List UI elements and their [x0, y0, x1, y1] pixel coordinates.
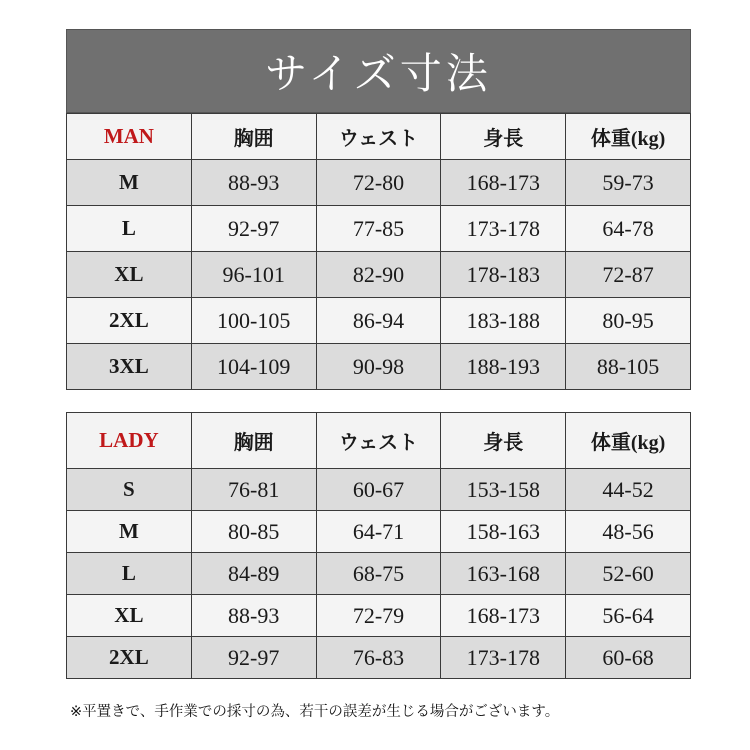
header-weight: 体重(kg): [566, 413, 691, 469]
waist-cell: 90-98: [316, 344, 441, 390]
table-row: [67, 511, 691, 553]
header-waist: ウェスト: [316, 413, 441, 469]
height-cell: 178-183: [441, 252, 566, 298]
table-header-row: [67, 114, 691, 160]
height-cell: 173-178: [441, 637, 566, 679]
size-cell: 2XL: [67, 298, 192, 344]
size-cell: 3XL: [67, 344, 192, 390]
table-header-row: [67, 413, 691, 469]
chest-cell: 76-81: [191, 469, 316, 511]
waist-cell: 72-80: [316, 160, 441, 206]
waist-cell: 60-67: [316, 469, 441, 511]
weight-cell: 56-64: [566, 595, 691, 637]
chest-cell: 88-93: [191, 160, 316, 206]
man-label: MAN: [67, 114, 192, 160]
size-cell: S: [67, 469, 192, 511]
waist-cell: 82-90: [316, 252, 441, 298]
table-row: [67, 298, 691, 344]
weight-cell: 72-87: [566, 252, 691, 298]
size-cell: 2XL: [67, 637, 192, 679]
header-chest: 胸囲: [191, 413, 316, 469]
weight-cell: 64-78: [566, 206, 691, 252]
waist-cell: 68-75: [316, 553, 441, 595]
chest-cell: 88-93: [191, 595, 316, 637]
table-row: [67, 206, 691, 252]
chest-cell: 92-97: [191, 637, 316, 679]
weight-cell: 44-52: [566, 469, 691, 511]
height-cell: 163-168: [441, 553, 566, 595]
weight-cell: 52-60: [566, 553, 691, 595]
header-height: 身長: [441, 413, 566, 469]
waist-cell: 76-83: [316, 637, 441, 679]
height-cell: 183-188: [441, 298, 566, 344]
height-cell: 168-173: [441, 160, 566, 206]
waist-cell: 86-94: [316, 298, 441, 344]
table-row: [67, 469, 691, 511]
page-title: サイズ寸法: [265, 49, 492, 98]
height-cell: 173-178: [441, 206, 566, 252]
size-cell: M: [67, 160, 192, 206]
table-row: [67, 553, 691, 595]
size-cell: L: [67, 553, 192, 595]
chest-cell: 96-101: [191, 252, 316, 298]
chest-cell: 80-85: [191, 511, 316, 553]
weight-cell: 80-95: [566, 298, 691, 344]
weight-cell: 88-105: [566, 344, 691, 390]
weight-cell: 48-56: [566, 511, 691, 553]
header-waist: ウェスト: [316, 114, 441, 160]
header-height: 身長: [441, 114, 566, 160]
measurement-note: ※平置きで、手作業での採寸の為、若干の誤差が生じる場合がございます。: [70, 704, 560, 720]
table-row: [67, 344, 691, 390]
table-row: [67, 160, 691, 206]
waist-cell: 77-85: [316, 206, 441, 252]
title-banner: [66, 29, 691, 113]
height-cell: 168-173: [441, 595, 566, 637]
table-row: [67, 252, 691, 298]
lady-label: LADY: [67, 413, 192, 469]
waist-cell: 72-79: [316, 595, 441, 637]
weight-cell: 59-73: [566, 160, 691, 206]
header-chest: 胸囲: [191, 114, 316, 160]
chest-cell: 100-105: [191, 298, 316, 344]
chest-cell: 84-89: [191, 553, 316, 595]
size-cell: M: [67, 511, 192, 553]
size-cell: XL: [67, 595, 192, 637]
weight-cell: 60-68: [566, 637, 691, 679]
height-cell: 153-158: [441, 469, 566, 511]
header-weight: 体重(kg): [566, 114, 691, 160]
height-cell: 188-193: [441, 344, 566, 390]
waist-cell: 64-71: [316, 511, 441, 553]
table-row: [67, 637, 691, 679]
man-size-table: [66, 113, 691, 390]
chest-cell: 104-109: [191, 344, 316, 390]
chest-cell: 92-97: [191, 206, 316, 252]
size-cell: L: [67, 206, 192, 252]
height-cell: 158-163: [441, 511, 566, 553]
size-cell: XL: [67, 252, 192, 298]
lady-size-table: [66, 412, 691, 679]
table-row: [67, 595, 691, 637]
